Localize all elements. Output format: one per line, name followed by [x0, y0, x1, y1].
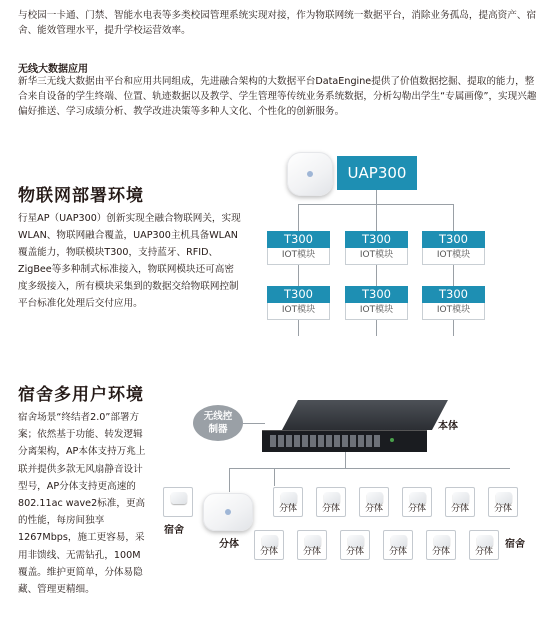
- t300-sub: IOT模块: [422, 303, 485, 320]
- t300-name: T300: [422, 231, 485, 248]
- t300-sub: IOT模块: [422, 248, 485, 265]
- t300-module: [422, 286, 485, 320]
- wireless-controller-badge: [193, 405, 243, 441]
- unit-label: 分体: [278, 504, 297, 514]
- unit-label: 分体: [474, 547, 493, 557]
- t300-sub: IOT模块: [267, 248, 330, 265]
- body-label: 本体: [438, 421, 458, 432]
- connector-line: [298, 265, 299, 286]
- bigdata-paragraph: 新华三无线大数据由平台和应用共同组成，先进融合架构的大数据平台DataEngine提供了价值数据挖掘、提取的能力，整合来自设备的学生终端、位置、轨迹数据以及教学、学生管理等传统业务系统数据，分析勾勒出学生“专属画像”，实现兴趣偏好推送、学习成绩分析、教学改进决策等多种人文化、个性化的创新服务。: [18, 76, 537, 117]
- ap-unit-device-image: [203, 493, 253, 531]
- unit-label: 分体: [364, 504, 383, 514]
- dorm-label-right: 宿舍: [505, 539, 525, 550]
- unit-label: 分体: [407, 504, 426, 514]
- connector-line: [453, 320, 454, 336]
- unit-label: 分体: [493, 504, 512, 514]
- intro-paragraph: 与校园一卡通、门禁、智能水电表等多类校园管理系统实现对接，作为物联网统一数据平台，消除业务孤岛，提高资产、宿舍、能效管理水平，提升学校运营效率。: [18, 10, 537, 36]
- ap-unit: [383, 530, 413, 560]
- t300-module: [345, 286, 408, 320]
- t300-name: T300: [267, 286, 330, 303]
- connector-line: [274, 468, 275, 486]
- uap300-device-image: [287, 152, 333, 196]
- ap-unit: [488, 487, 518, 517]
- iot-paragraph: 行星AP（UAP300）创新实现全融合物联网关，实现WLAN、物联网融合覆盖，UAP300主机具备WLAN覆盖能力，物联模块T300，支持蓝牙、RFID、ZigBee等多种制式标准接入，物联网模块还可高密度多级接入，所有模块采集到的数据交给物联网控制平台标准化处理后交付应用。: [18, 213, 241, 309]
- connector-line: [376, 190, 377, 204]
- t300-name: T300: [345, 286, 408, 303]
- t300-module: [422, 231, 485, 265]
- ap-unit: [297, 530, 327, 560]
- connector-line: [298, 320, 299, 336]
- ap-unit: [359, 487, 389, 517]
- connector-line: [229, 468, 230, 492]
- t300-module: [267, 231, 330, 265]
- dorm-label-left: 宿舍: [164, 525, 184, 536]
- t300-sub: IOT模块: [345, 303, 408, 320]
- uap300-box: UAP300: [337, 156, 417, 190]
- connector-line: [298, 204, 299, 231]
- t300-name: T300: [345, 231, 408, 248]
- ap-unit: [426, 530, 456, 560]
- switch-ports: [270, 435, 380, 447]
- connector-line: [453, 204, 454, 231]
- unit-label: 分体: [259, 547, 278, 557]
- dorm-section-title: 宿舍多用户环境: [18, 385, 144, 405]
- ap-unit-icon: [171, 492, 187, 504]
- device-led-icon: [307, 171, 313, 177]
- t300-sub: IOT模块: [345, 248, 408, 265]
- ap-unit: [163, 487, 193, 517]
- t300-module: [345, 231, 408, 265]
- dorm-paragraph: 宿舍场景“终结者2.0”部署方案；依然基于功能、转发逻辑分离架构，AP本体支持万兆上联并提供多款无风扇静音设计型号，AP分体支持更高速的802.11ac wave2标准，更高的性能，每房间独享1267Mbps，施工更容易，采用非馈线、无需钻孔，100M覆盖。维护更简单，分体易隐藏、管理更精细。: [18, 412, 146, 596]
- iot-section-title: 物联网部署环境: [18, 186, 144, 206]
- unit-label: 分体: [321, 504, 340, 514]
- ap-unit: [316, 487, 346, 517]
- unit-label: 分体: [431, 547, 450, 557]
- connector-line: [345, 452, 346, 468]
- switch-top: [282, 400, 448, 430]
- ap-unit: [254, 530, 284, 560]
- ap-unit: [402, 487, 432, 517]
- connector-line: [376, 320, 377, 336]
- ap-unit: [340, 530, 370, 560]
- connector-line: [262, 468, 510, 469]
- connector-line: [376, 265, 377, 286]
- unit-label: 分体: [302, 547, 321, 557]
- ap-unit: [273, 487, 303, 517]
- unit-label: 分体: [388, 547, 407, 557]
- ap-unit: [469, 530, 499, 560]
- device-led-icon: [225, 509, 231, 515]
- connector-line: [376, 204, 377, 231]
- connector-line: [229, 468, 262, 469]
- t300-sub: IOT模块: [267, 303, 330, 320]
- ap-unit: [445, 487, 475, 517]
- unit-label: 分体: [450, 504, 469, 514]
- t300-module: [267, 286, 330, 320]
- unit-large-label: 分体: [219, 539, 239, 550]
- t300-name: T300: [422, 286, 485, 303]
- unit-label: 分体: [345, 547, 364, 557]
- switch-led-icon: [390, 438, 394, 442]
- t300-name: T300: [267, 231, 330, 248]
- connector-line: [453, 265, 454, 286]
- bigdata-heading: 无线大数据应用: [18, 64, 88, 75]
- ap-body-switch-image: [262, 400, 432, 462]
- controller-label: 无线控制器: [203, 411, 233, 435]
